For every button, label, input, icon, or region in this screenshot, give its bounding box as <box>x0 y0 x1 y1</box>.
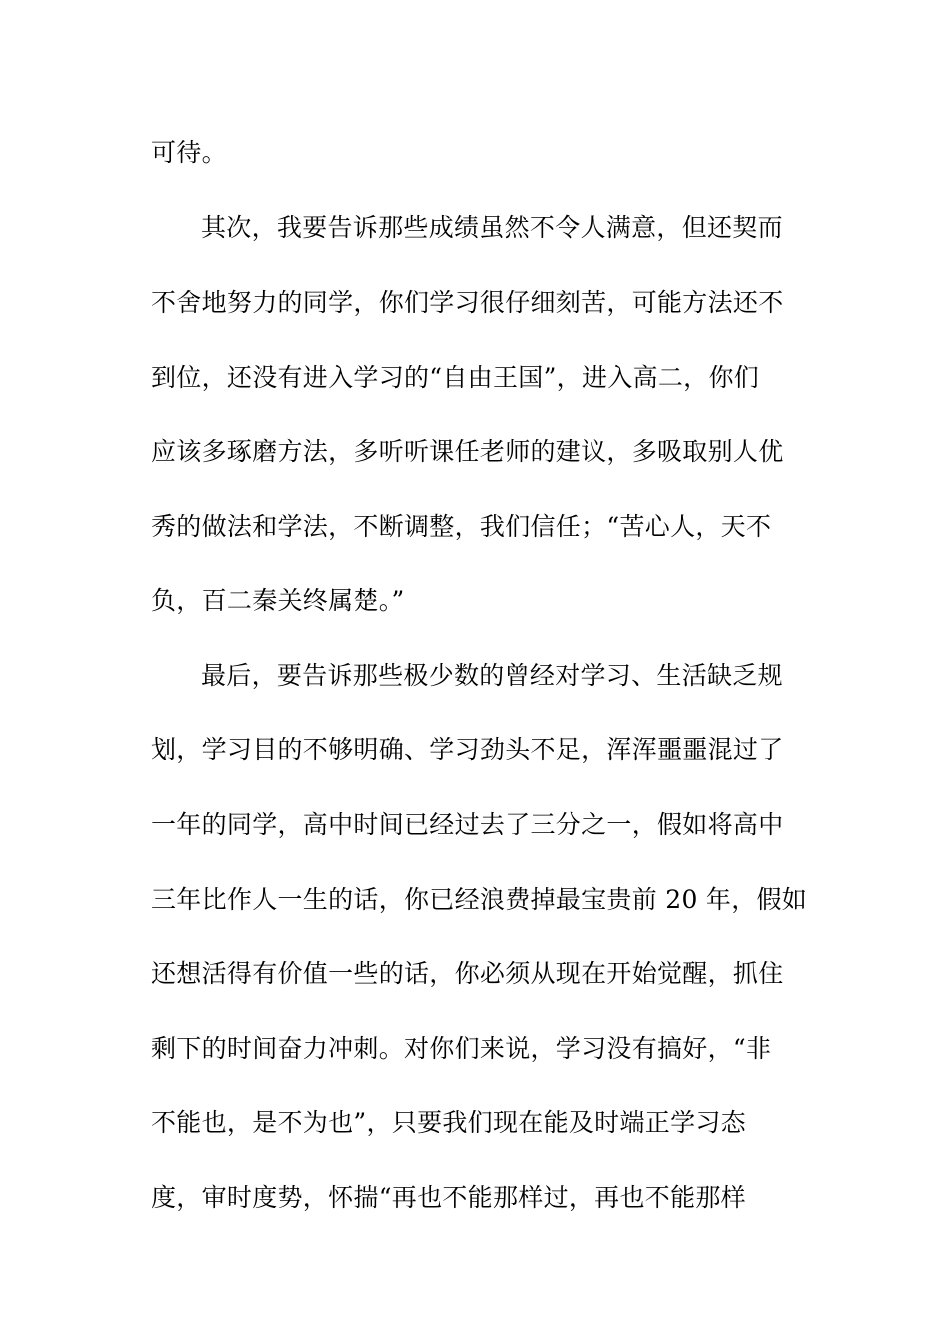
text-line: 剩下的时间奋力冲刺。对你们来说，学习没有搞好，“非 <box>151 1034 772 1063</box>
text-line: 三年比作人一生的话，你已经浪费掉最宝贵前 20 年，假如 <box>151 885 808 914</box>
text-line: 不能也，是不为也”，只要我们现在能及时端正学习态 <box>151 1108 746 1137</box>
text-line: 负，百二秦关终属楚。” <box>151 586 405 615</box>
text-line: 还想活得有价值一些的话，你必须从现在开始觉醒，抓住 <box>151 959 784 988</box>
paragraph-start-line: 最后，要告诉那些极少数的曾经对学习、生活缺乏规 <box>201 661 783 690</box>
text-line: 秀的做法和学法，不断调整，我们信任；“苦心人，天不 <box>151 512 772 541</box>
text-line: 应该多琢磨方法，多听听课任老师的建议，多吸取别人优 <box>151 437 784 466</box>
text-line: 不舍地努力的同学，你们学习很仔细刻苦，可能方法还不 <box>151 288 784 317</box>
text-line: 划，学习目的不够明确、学习劲头不足，浑浑噩噩混过了 <box>151 735 784 764</box>
text-line: 一年的同学，高中时间已经过去了三分之一，假如将高中 <box>151 810 784 839</box>
text-line: 到位，还没有进入学习的“自由王国”，进入高二，你们 <box>151 363 760 392</box>
text-line: 度，审时度势，怀揣“再也不能那样过，再也不能那样 <box>151 1183 746 1212</box>
text-line: 可待。 <box>151 138 227 167</box>
paragraph-start-line: 其次，我要告诉那些成绩虽然不令人满意，但还契而 <box>201 213 783 242</box>
